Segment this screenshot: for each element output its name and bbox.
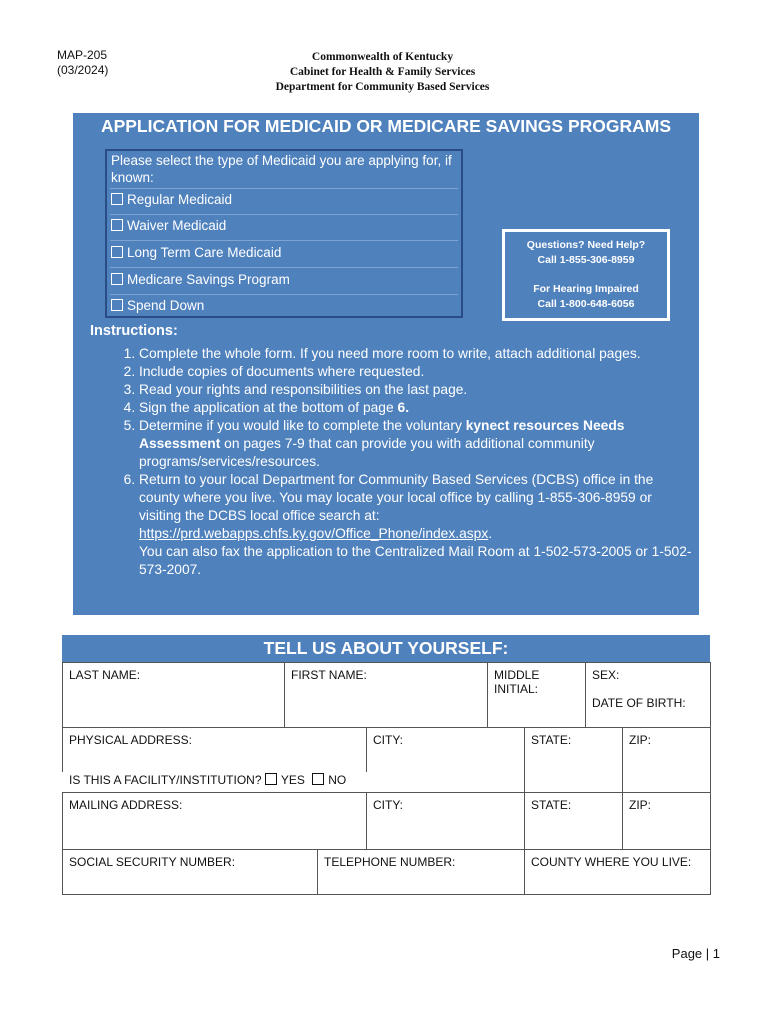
telephone-field[interactable]: TELEPHONE NUMBER: [317, 849, 525, 895]
select-prompt: Please select the type of Medicaid you are applying for, if known: [111, 153, 452, 185]
dcbs-office-link[interactable]: https://prd.webapps.chfs.ky.gov/Office_Phone/index.aspx [139, 526, 489, 541]
mailing-city-field[interactable]: CITY: [366, 792, 525, 850]
instruction-item: 2. Include copies of documents where requested. [139, 363, 695, 381]
instruction-item: 3. Read your rights and responsibilities on the last page. [139, 381, 695, 399]
checkbox-icon[interactable] [111, 273, 123, 285]
option-waiver-medicaid[interactable]: Waiver Medicaid [111, 215, 226, 239]
physical-zip-field[interactable]: ZIP: [622, 727, 711, 793]
agency-line-3: Department for Community Based Services [275, 81, 490, 93]
medicaid-type-selector [105, 149, 463, 318]
instruction-item: 4. Sign the application at the bottom of page 6. [139, 399, 695, 417]
option-regular-medicaid[interactable]: Regular Medicaid [111, 189, 232, 213]
divider [110, 240, 458, 241]
hearing-impaired-phone: Call 1-800-648-6056 [537, 298, 635, 310]
instruction-item: 6. Return to your local Department for Community Based Services (DCBS) office in the county where you live. You may locate your local office by calling 1-855-306-8959 or visiting the DCBS local office search at: https://prd.webapps.chfs.ky.gov/Office_Phone/index.aspx. You can also fax the application to the Centralized Mail Room at 1-502-573-2005 or 1-502-573-2007. [139, 471, 695, 579]
checkbox-yes-icon[interactable] [265, 773, 277, 785]
option-medicare-savings[interactable]: Medicare Savings Program [111, 269, 290, 293]
checkbox-icon[interactable] [111, 299, 123, 311]
ssn-field[interactable]: SOCIAL SECURITY NUMBER: [62, 849, 318, 895]
page-number: Page | 1 [671, 946, 720, 961]
physical-state-field[interactable]: STATE: [524, 727, 623, 793]
instruction-item: 1. Complete the whole form. If you need more room to write, attach additional pages. [139, 345, 695, 363]
instructions-list [115, 345, 695, 579]
help-box [502, 229, 670, 321]
physical-city-field[interactable]: CITY: [366, 727, 525, 793]
help-question: Questions? Need Help? [526, 239, 646, 251]
form-number: MAP-205 [57, 48, 108, 62]
form-id [57, 48, 108, 78]
mailing-address-field[interactable]: MAILING ADDRESS: [62, 792, 367, 850]
option-long-term-care[interactable]: Long Term Care Medicaid [111, 242, 281, 266]
option-spend-down[interactable]: Spend Down [111, 295, 204, 319]
mailing-state-field[interactable]: STATE: [524, 792, 623, 850]
first-name-field[interactable]: FIRST NAME: [284, 662, 488, 728]
agency-header [230, 50, 535, 95]
application-panel [73, 113, 699, 615]
sex-dob-field[interactable] [585, 662, 711, 728]
physical-address-field[interactable]: PHYSICAL ADDRESS: [62, 727, 367, 793]
instructions-heading: Instructions: [90, 323, 178, 339]
section-title: TELL US ABOUT YOURSELF: [62, 635, 710, 663]
checkbox-icon[interactable] [111, 246, 123, 258]
application-title: APPLICATION FOR MEDICAID OR MEDICARE SAVINGS PROGRAMS [100, 116, 672, 136]
form-date: (03/2024) [57, 63, 109, 77]
agency-line-1: Commonwealth of Kentucky [311, 51, 454, 63]
hearing-impaired-label: For Hearing Impaired [533, 283, 639, 295]
checkbox-no-icon[interactable] [312, 773, 324, 785]
divider [110, 267, 458, 268]
facility-question: IS THIS A FACILITY/INSTITUTION? YES NO [62, 772, 374, 792]
mailing-zip-field[interactable]: ZIP: [622, 792, 711, 850]
checkbox-icon[interactable] [111, 219, 123, 231]
help-phone: Call 1-855-306-8959 [537, 254, 635, 266]
sex-label: SEX: [592, 668, 620, 682]
middle-initial-field[interactable]: MIDDLE INITIAL: [487, 662, 586, 728]
dob-label: DATE OF BIRTH: [592, 696, 686, 710]
checkbox-icon[interactable] [111, 193, 123, 205]
county-field[interactable]: COUNTY WHERE YOU LIVE: [524, 849, 711, 895]
instruction-item: 5. Determine if you would like to complete the voluntary kynect resources Needs Assessment on pages 7-9 that can provide you with additional community programs/services/resources. [139, 417, 695, 471]
last-name-field[interactable]: LAST NAME: [62, 662, 285, 728]
agency-line-2: Cabinet for Health & Family Services [289, 66, 476, 78]
